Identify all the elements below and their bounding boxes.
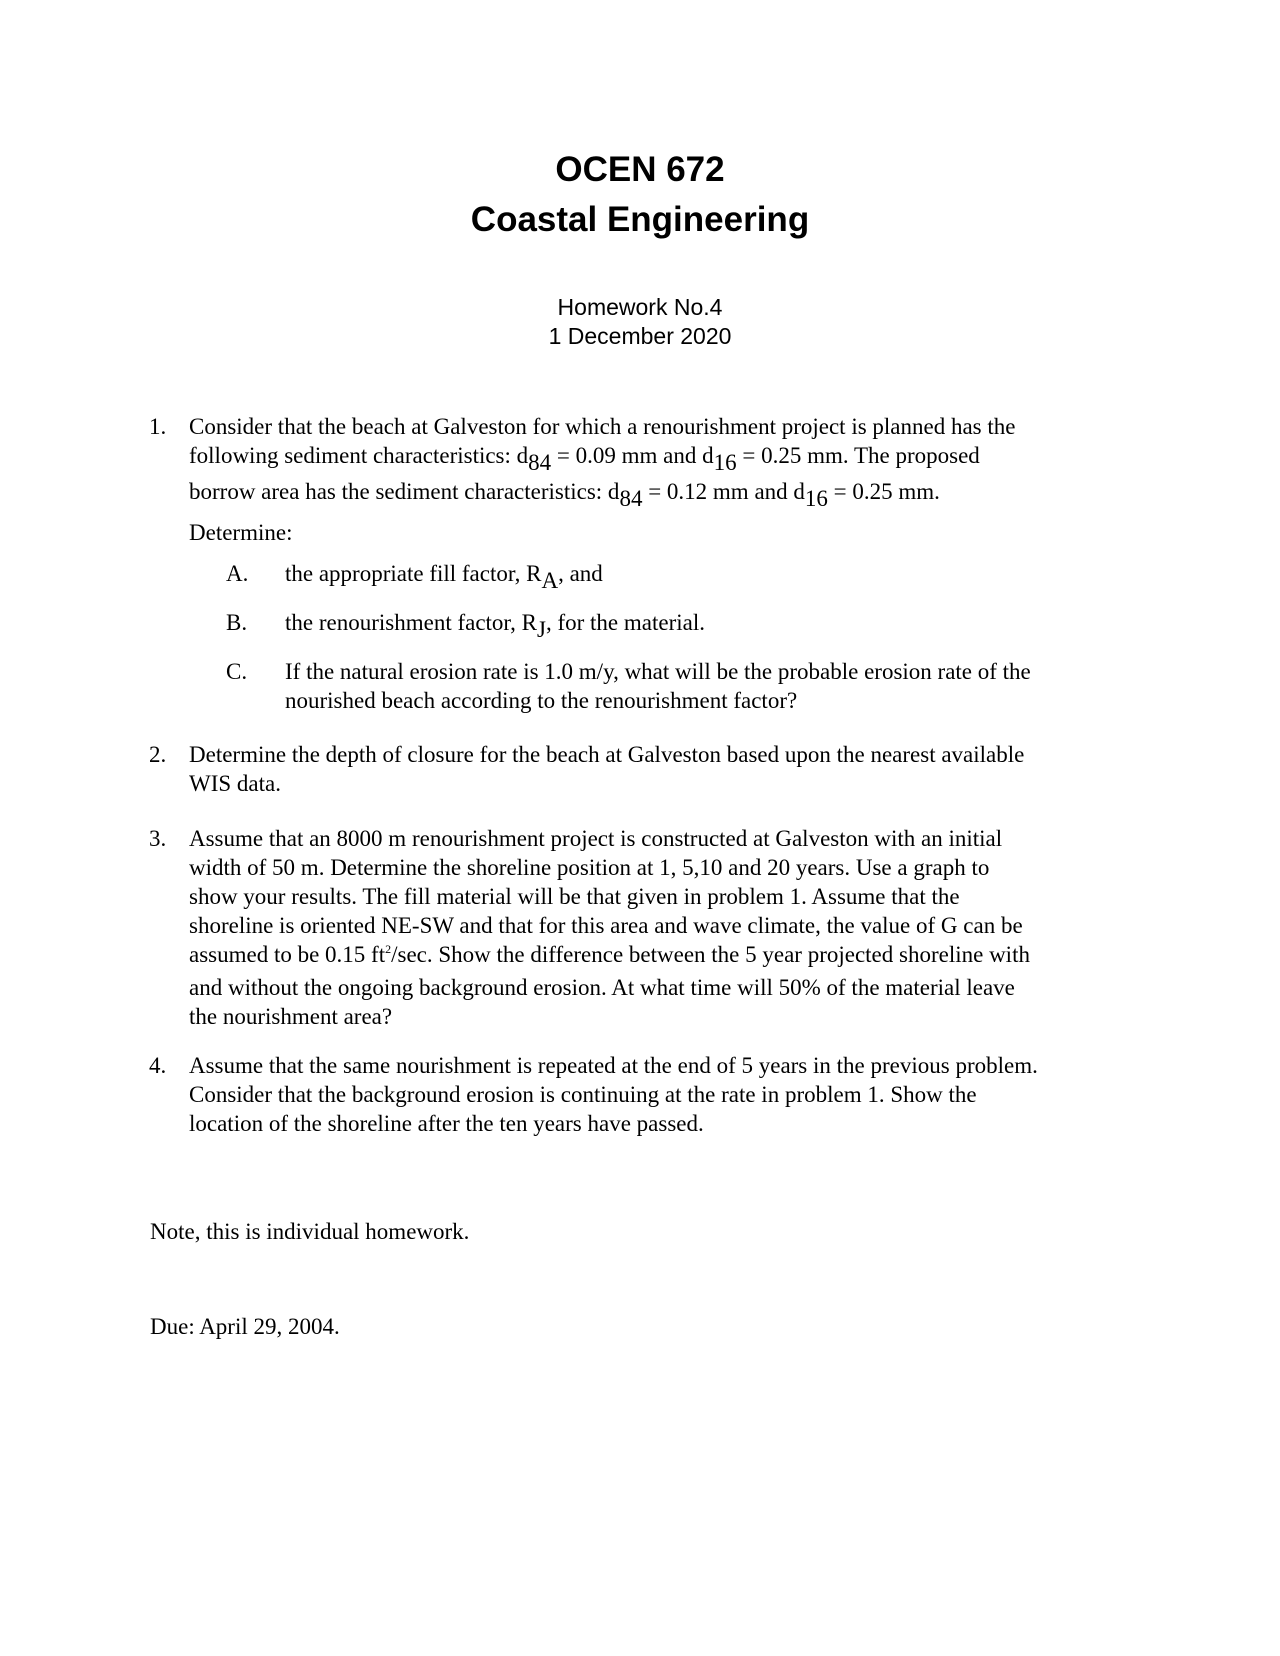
problem-3-line-2: width of 50 m. Determine the shoreline position at 1, 5,10 and 20 years. Use a graph to (189, 855, 990, 880)
homework-date: 1 December 2020 (548, 323, 732, 349)
problem-3-line-1: Assume that an 8000 m renourishment project is constructed at Galveston with an initial (189, 826, 1003, 851)
problem-4-number: 4. (149, 1053, 167, 1078)
homework-title: Homework No.4 (557, 294, 723, 320)
problem-1-line-1: Consider that the beach at Galveston for which a renourishment project is planned has the (189, 414, 1016, 439)
note-text: Note, this is individual homework. (150, 1219, 470, 1244)
text-segment: = 0.25 mm. The proposed (736, 443, 980, 468)
problem-3-line-4: shoreline is oriented NE-SW and that for this area and wave climate, the value of G can be (189, 913, 1023, 938)
subscript-d84: 84 (619, 486, 643, 511)
text-segment: , for the material. (545, 610, 705, 635)
part-a-text (285, 559, 1125, 593)
text-segment: following sediment characteristics: d (189, 443, 529, 468)
problem-4-line-3: location of the shoreline after the ten years have passed. (189, 1111, 704, 1136)
problem-2-number: 2. (149, 742, 167, 767)
text-segment: = 0.09 mm and d (551, 443, 714, 468)
text-segment: assumed to be 0.15 ft (189, 942, 386, 967)
subscript-d84: 84 (528, 450, 552, 475)
text-segment: the renourishment factor, R (285, 610, 538, 635)
text-segment: , and (558, 561, 603, 586)
problem-1-text (189, 412, 1129, 475)
subscript-rj: J (537, 617, 546, 642)
part-b-text (285, 608, 1125, 642)
superscript-2: 2 (385, 942, 392, 956)
problem-4-line-1: Assume that the same nourishment is repeated at the end of 5 years in the previous problem. (189, 1053, 1038, 1078)
part-c-text (285, 657, 1125, 715)
problem-3-line-3: show your results. The fill material will be that given in problem 1. Assume that the (189, 884, 960, 909)
problem-3-line-6: and without the ongoing background erosion. At what time will 50% of the material leave (189, 975, 1015, 1000)
problem-1-number: 1. (149, 414, 167, 439)
problem-2-line-1: Determine the depth of closure for the beach at Galveston based upon the nearest available (189, 742, 1025, 767)
course-code: OCEN 672 (555, 150, 725, 189)
problem-1-text-cont (189, 477, 1129, 511)
text-segment: = 0.12 mm and d (642, 479, 805, 504)
problem-4-line-2: Consider that the background erosion is continuing at the rate in problem 1. Show the (189, 1082, 977, 1107)
due-date: Due: April 29, 2004. (150, 1314, 340, 1339)
problem-1-line-2 (189, 441, 1129, 475)
text-segment: the appropriate fill factor, R (285, 561, 542, 586)
text-segment: = 0.25 mm. (827, 479, 940, 504)
problem-1-line-3 (189, 477, 1129, 511)
problem-2-line-2: WIS data. (189, 771, 281, 796)
part-c-letter: C. (226, 659, 248, 684)
text-segment: borrow area has the sediment characteristics: d (189, 479, 620, 504)
subscript-d16: 16 (804, 486, 828, 511)
text-segment: /sec. Show the difference between the 5 year projected shoreline with (391, 942, 1030, 967)
problem-3-text (189, 824, 1129, 1031)
part-a-letter: A. (226, 561, 249, 586)
part-b-letter: B. (226, 610, 248, 635)
problem-4-text (189, 1051, 1129, 1138)
problem-2-text (189, 740, 1129, 798)
course-name: Coastal Engineering (470, 200, 810, 239)
subscript-d16: 16 (713, 450, 737, 475)
part-c-line-2: nourished beach according to the renourishment factor? (285, 688, 798, 713)
subscript-ra: A (541, 568, 559, 593)
problem-3-number: 3. (149, 826, 167, 851)
problem-3-line-7: the nourishment area? (189, 1004, 393, 1029)
part-c-line-1: If the natural erosion rate is 1.0 m/y, what will be the probable erosion rate of the (285, 659, 1031, 684)
problem-3-line-5 (189, 940, 1129, 973)
problem-1-determine: Determine: (189, 520, 293, 545)
